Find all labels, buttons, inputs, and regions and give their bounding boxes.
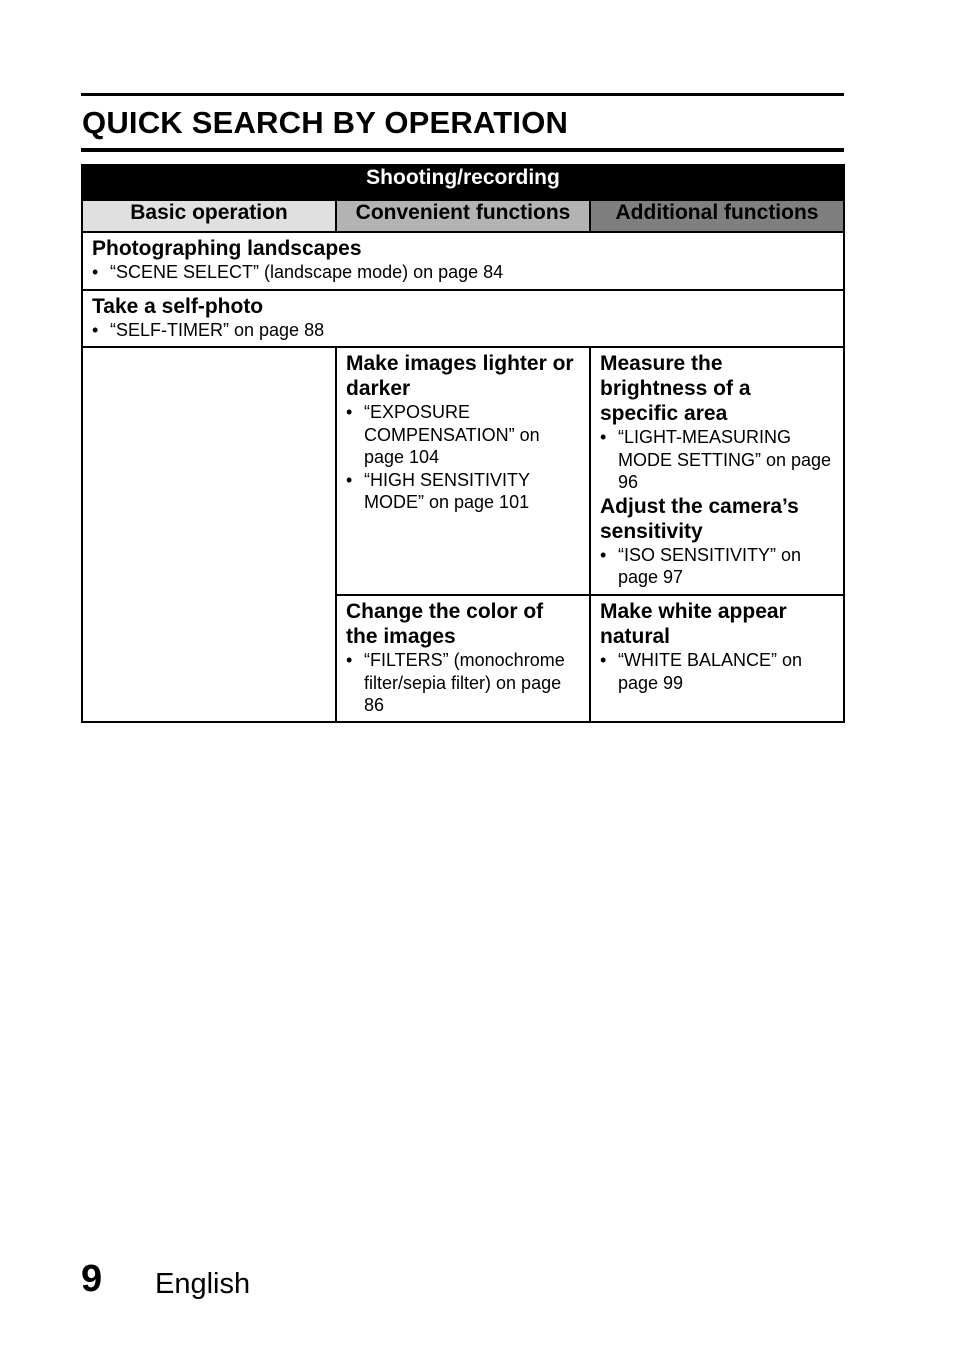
page-title: QUICK SEARCH BY OPERATION (82, 105, 569, 140)
reference-text: “FILTERS” (monochrome filter/sepia filter) on page 86 (364, 650, 565, 715)
reference-text: “SCENE SELECT” (landscape mode) on page 84 (110, 262, 504, 282)
bullet: • (92, 319, 99, 340)
table-cell (82, 290, 844, 348)
bullet: • (600, 544, 607, 565)
list-item (600, 649, 834, 694)
topic-heading: Change the color of the images (346, 600, 544, 648)
page-number: 9 (81, 1258, 103, 1300)
bullet: • (346, 650, 353, 670)
bullet: • (346, 469, 353, 490)
bullet: • (600, 650, 607, 670)
bullet: • (346, 402, 353, 422)
topic-heading: Make images lighter or darker (346, 352, 574, 400)
list-item (346, 401, 580, 469)
table-caption: Shooting/recording (82, 165, 844, 200)
header-convenient-functions: Convenient functions (336, 200, 590, 232)
list-item (346, 649, 580, 717)
topic-heading: Make white appear natural (600, 600, 787, 648)
table-row (82, 232, 844, 290)
table-row (82, 290, 844, 348)
list-item (600, 426, 834, 494)
topic-heading: Measure the brightness of a specific area (600, 352, 751, 425)
list-item (92, 261, 834, 284)
language-label: English (155, 1268, 251, 1300)
table-row (82, 347, 844, 595)
reference-text: “EXPOSURE COMPENSATION” on page 104 (364, 402, 540, 467)
empty-basic-cell (82, 347, 336, 722)
bullet: • (600, 427, 607, 447)
reference-list (92, 261, 834, 284)
reference-text: “WHITE BALANCE” on page 99 (618, 650, 803, 693)
reference-list (92, 319, 834, 342)
reference-text: “LIGHT-MEASURING MODE SETTING” on page 96 (618, 427, 832, 492)
table-header-row (82, 200, 844, 232)
topic-heading: Take a self-photo (92, 294, 264, 318)
table-cell (336, 347, 590, 595)
table-cell (590, 595, 844, 722)
list-item (600, 544, 834, 589)
header-additional-functions: Additional functions (590, 200, 844, 232)
table-cell (590, 347, 844, 595)
reference-list (346, 401, 580, 514)
table-cell (82, 232, 844, 290)
quick-search-table (81, 164, 845, 723)
reference-list (346, 649, 580, 717)
list-item (92, 319, 834, 342)
table-caption-row (82, 165, 844, 200)
header-bottom-rule (81, 148, 844, 152)
table-cell (336, 595, 590, 722)
bullet: • (92, 262, 99, 282)
topic-heading: Adjust the camera’s sensitivity (600, 494, 799, 543)
reference-text: “SELF-TIMER” on page 88 (110, 319, 325, 340)
reference-list (600, 649, 834, 694)
header-basic-operation: Basic operation (82, 200, 336, 232)
list-item (346, 469, 580, 514)
reference-list (600, 544, 834, 589)
reference-text: “HIGH SENSITIVITY MODE” on page 101 (364, 469, 530, 512)
topic-heading: Photographing landscapes (92, 237, 362, 260)
page-header (81, 93, 844, 152)
reference-list (600, 426, 834, 494)
reference-text: “ISO SENSITIVITY” on page 97 (618, 544, 802, 587)
